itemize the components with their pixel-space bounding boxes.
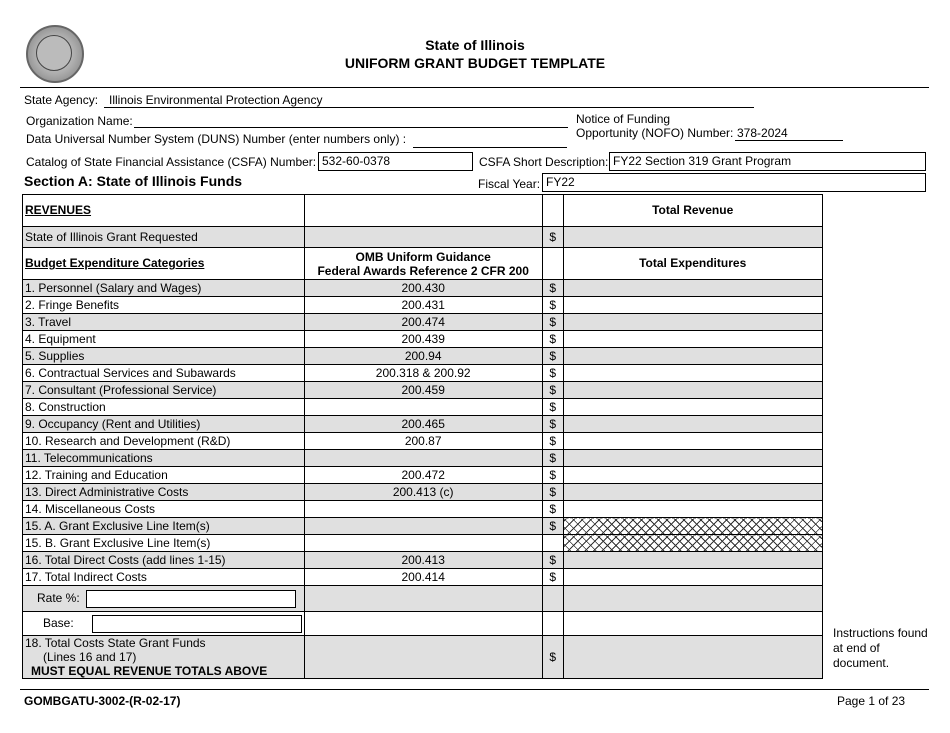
total-costs-input[interactable] [563, 636, 822, 679]
row-reference: 200.414 [304, 569, 542, 586]
budget-table: REVENUES Total Revenue State of Illinois Grant Requested $ Budget Expenditure Categories OMB Uniform Guidance Federal Awards Reference 2 CFR 200 Total Expenditures 1. Personnel (Salary and Wages) 200.430 $ 2. Fringe Benefits 200.431 $ 3. Travel 200.474 $ 4. Equipment 200.439 $ 5. Supplies 200.94 $ 6. Contractual Services and Subawards 200.318 & 200.92 $ 7. Consultant (Professional Service) 200.459 $ 8. Construction $ 9. Occupancy (Rent and Utilities) 200.465 $ 10. Research and Development (R&D) 200.87 $ 11. Telecommunications $ 12. Training and Education 200.472 $ 13. Direct Administrative Costs 200.413 (c) $ 14. Miscellaneous Costs $ 15. A. Grant Exclusive Line Item(s) $ 15. B. Grant Exclusive Line Item(s) 16. Total Direct Costs (add lines 1-15) 200.413 $ 17. Total Indirect Costs 200.414 $ Rate %: Base: 18. Total Costs State Grant Funds (Lines 16 and 17) MUST EQUAL REVENUE TOTALS ABOVE $ [22, 194, 823, 679]
row-amount-input[interactable] [563, 382, 822, 399]
table-row [23, 501, 823, 518]
row-label: 9. Occupancy (Rent and Utilities) [23, 416, 305, 433]
title-line1: State of Illinois [425, 37, 525, 53]
rate-row: Rate %: [23, 586, 305, 612]
table-row [23, 348, 823, 365]
row-currency: $ [542, 416, 563, 433]
row-currency: $ [542, 297, 563, 314]
row-reference: 200.474 [304, 314, 542, 331]
total-costs-label: 18. Total Costs State Grant Funds (Lines 16 and 17) MUST EQUAL REVENUE TOTALS ABOVE [23, 636, 305, 679]
table-row [23, 433, 823, 450]
row-reference [304, 450, 542, 467]
row-currency: $ [542, 314, 563, 331]
row-currency: $ [542, 399, 563, 416]
table-row [23, 382, 823, 399]
row-reference: 200.472 [304, 467, 542, 484]
categories-header: Budget Expenditure Categories [23, 248, 305, 280]
row-amount-input [563, 518, 822, 535]
row-amount-input[interactable] [563, 433, 822, 450]
csfa-short-label: CSFA Short Description: [479, 155, 609, 169]
row-currency: $ [542, 280, 563, 297]
row-currency: $ [542, 484, 563, 501]
form-id: GOMBGATU-3002-(R-02-17) [24, 694, 181, 708]
csfa-short-description-field[interactable]: FY22 Section 319 Grant Program [609, 152, 926, 171]
nofo-label-1: Notice of Funding [576, 112, 671, 126]
table-row [23, 280, 823, 297]
state-agency-label: State Agency: [24, 93, 99, 107]
table-row [23, 467, 823, 484]
nofo-number-field[interactable]: 378-2024 [737, 126, 788, 140]
table-row [23, 314, 823, 331]
row-currency [542, 535, 563, 552]
rate-input[interactable] [86, 590, 296, 608]
row-currency: $ [542, 569, 563, 586]
row-label: 12. Training and Education [23, 467, 305, 484]
row-label: 6. Contractual Services and Subawards [23, 365, 305, 382]
row-currency: $ [542, 433, 563, 450]
state-agency-field[interactable]: Illinois Environmental Protection Agency [109, 93, 323, 107]
row-label: 4. Equipment [23, 331, 305, 348]
row-label: 11. Telecommunications [23, 450, 305, 467]
row-reference: 200.459 [304, 382, 542, 399]
row-reference: 200.465 [304, 416, 542, 433]
row-reference: 200.413 [304, 552, 542, 569]
table-row [23, 331, 823, 348]
row-label: 14. Miscellaneous Costs [23, 501, 305, 518]
row-amount-input[interactable] [563, 552, 822, 569]
row-label: 16. Total Direct Costs (add lines 1-15) [23, 552, 305, 569]
table-row [23, 569, 823, 586]
row-amount-input[interactable] [563, 484, 822, 501]
table-row [23, 399, 823, 416]
table-row [23, 518, 823, 535]
base-input[interactable] [92, 615, 302, 633]
grant-requested-input[interactable] [563, 227, 822, 248]
section-title: Section A: State of Illinois Funds [24, 173, 243, 189]
table-row [23, 365, 823, 382]
table-row [23, 552, 823, 569]
csfa-label: Catalog of State Financial Assistance (CSFA) Number: [26, 155, 317, 169]
row-reference: 200.413 (c) [304, 484, 542, 501]
row-reference: 200.439 [304, 331, 542, 348]
row-label: 15. A. Grant Exclusive Line Item(s) [23, 518, 305, 535]
row-reference [304, 399, 542, 416]
row-label: 5. Supplies [23, 348, 305, 365]
row-reference: 200.87 [304, 433, 542, 450]
table-row [23, 535, 823, 552]
instructions-note: Instructions found at end of document. [833, 626, 928, 670]
duns-field[interactable] [413, 147, 567, 148]
row-amount-input[interactable] [563, 416, 822, 433]
page-number: Page 1 of 23 [837, 694, 906, 708]
duns-label: Data Universal Number System (DUNS) Number (enter numbers only) : [26, 132, 407, 146]
row-label: 7. Consultant (Professional Service) [23, 382, 305, 399]
grant-requested-label: State of Illinois Grant Requested [23, 227, 305, 248]
row-reference: 200.431 [304, 297, 542, 314]
row-reference [304, 518, 542, 535]
row-currency: $ [542, 467, 563, 484]
row-currency: $ [542, 450, 563, 467]
row-currency: $ [542, 382, 563, 399]
row-currency: $ [542, 365, 563, 382]
row-amount-input[interactable] [563, 348, 822, 365]
row-reference [304, 535, 542, 552]
row-label: 1. Personnel (Salary and Wages) [23, 280, 305, 297]
row-amount-input[interactable] [563, 399, 822, 416]
row-label: 8. Construction [23, 399, 305, 416]
row-currency: $ [542, 331, 563, 348]
row-amount-input[interactable] [563, 280, 822, 297]
row-label: 10. Research and Development (R&D) [23, 433, 305, 450]
row-label: 13. Direct Administrative Costs [23, 484, 305, 501]
revenues-header: REVENUES [23, 195, 305, 227]
row-amount-input[interactable] [563, 331, 822, 348]
row-currency: $ [542, 518, 563, 535]
row-currency: $ [542, 552, 563, 569]
row-currency: $ [542, 501, 563, 518]
total-expenditures-header: Total Expenditures [563, 248, 822, 280]
row-amount-input [563, 535, 822, 552]
table-row [23, 416, 823, 433]
row-label: 3. Travel [23, 314, 305, 331]
row-amount-input[interactable] [563, 501, 822, 518]
row-reference: 200.94 [304, 348, 542, 365]
nofo-label-2: Opportunity (NOFO) Number: [576, 126, 734, 140]
csfa-number-field[interactable]: 532-60-0378 [318, 152, 473, 171]
state-seal-icon [26, 25, 84, 83]
row-currency: $ [542, 348, 563, 365]
table-row [23, 297, 823, 314]
table-row [23, 484, 823, 501]
base-row: Base: [23, 612, 305, 636]
row-amount-input[interactable] [563, 467, 822, 484]
org-name-field[interactable] [134, 127, 568, 128]
total-revenue-header: Total Revenue [563, 195, 822, 227]
row-label: 2. Fringe Benefits [23, 297, 305, 314]
row-amount-input[interactable] [563, 314, 822, 331]
row-reference: 200.430 [304, 280, 542, 297]
table-row [23, 450, 823, 467]
fiscal-year-label: Fiscal Year: [478, 177, 541, 191]
row-amount-input[interactable] [563, 365, 822, 382]
org-name-label: Organization Name: [26, 114, 133, 128]
row-label: 17. Total Indirect Costs [23, 569, 305, 586]
fiscal-year-field[interactable]: FY22 [542, 173, 926, 192]
row-amount-input[interactable] [563, 569, 822, 586]
row-amount-input[interactable] [563, 297, 822, 314]
page-title: UNIFORM GRANT BUDGET TEMPLATE [344, 55, 606, 71]
row-amount-input[interactable] [563, 450, 822, 467]
row-reference: 200.318 & 200.92 [304, 365, 542, 382]
row-reference [304, 501, 542, 518]
row-label: 15. B. Grant Exclusive Line Item(s) [23, 535, 305, 552]
omb-header: OMB Uniform Guidance Federal Awards Reference 2 CFR 200 [304, 248, 542, 280]
